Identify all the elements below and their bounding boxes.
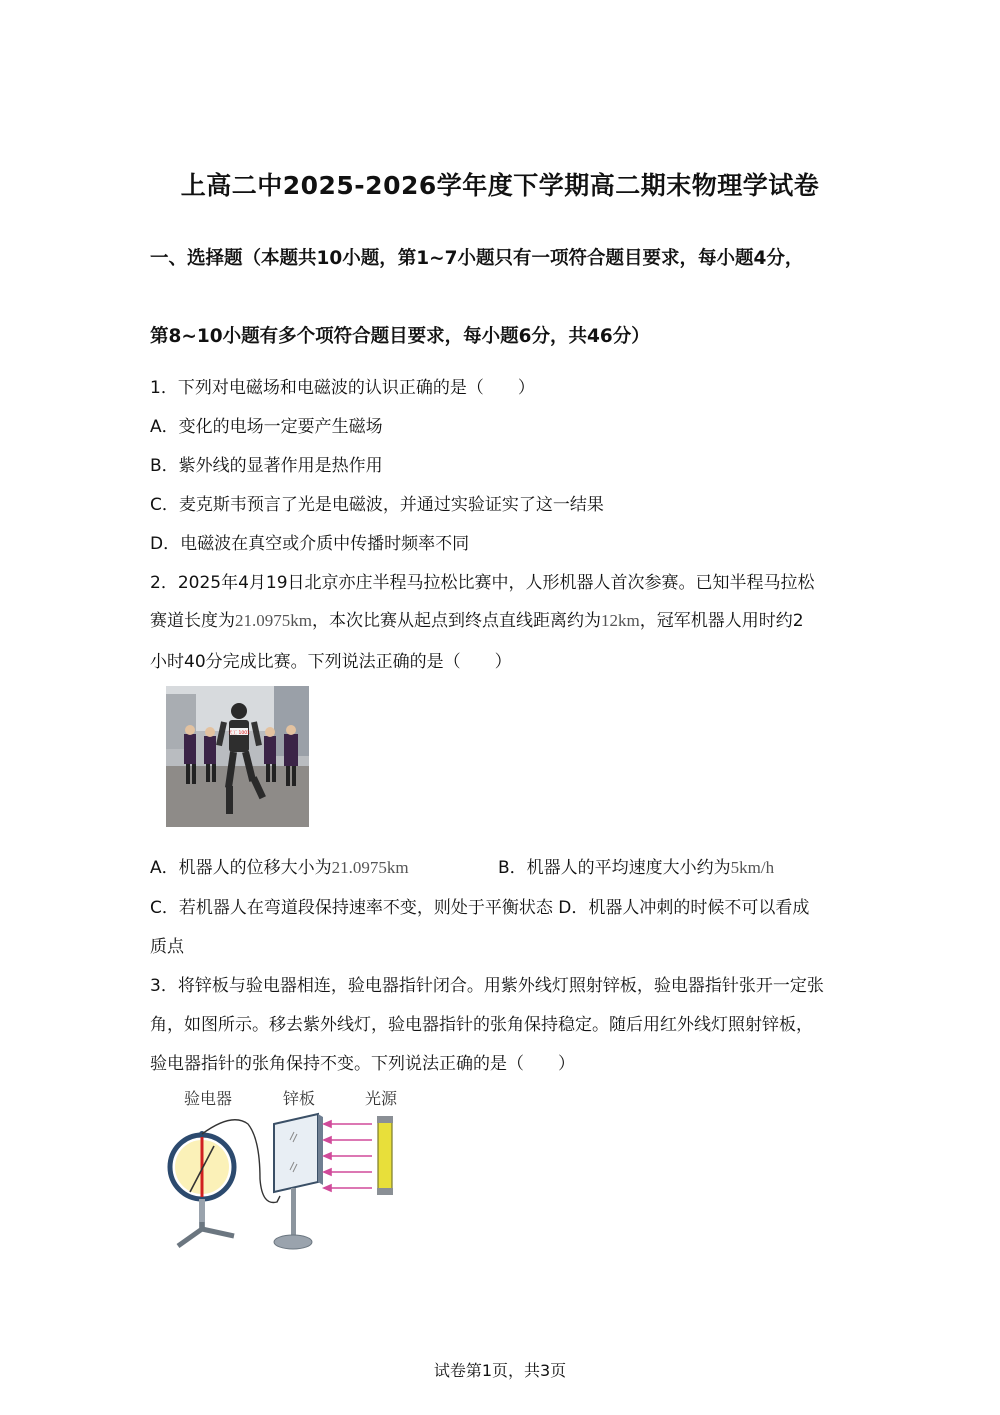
q2-track-length-math: 21.0975km <box>235 611 312 630</box>
q2-option-a-math: 21.0975km <box>331 858 409 877</box>
q2-option-a-text: A．机器人的位移大小为 <box>150 858 332 878</box>
q1-option-c: C．麦克斯韦预言了光是电磁波，并通过实验证实了这一结果 <box>150 495 604 515</box>
label-electroscope: 验电器 <box>184 1089 233 1108</box>
page-footer: 试卷第1页，共3页 <box>433 1361 567 1380</box>
q2-option-b-math: 5km/h <box>730 858 775 877</box>
section-heading-line1: 一、选择题（本题共10小题，第1~7小题只有一项符合题目要求，每小题4分， <box>150 248 804 269</box>
q1-option-d: D．电磁波在真空或介质中传播时频率不同 <box>150 534 470 554</box>
q2-option-b-text: B．机器人的平均速度大小约为 <box>498 858 731 878</box>
light-rays <box>324 1121 372 1191</box>
q2-stem-line1: 2．2025年4月19日北京亦庄半程马拉松比赛中，人形机器人首次参赛。已知半程马拉松 <box>150 573 815 593</box>
light-tube-icon <box>377 1116 393 1195</box>
q2-option-c-d: C．若机器人在弯道段保持速率不变，则处于平衡状态 D．机器人冲刺的时候不可以看成 <box>150 898 810 918</box>
q2-option-b <box>498 857 774 879</box>
q2-text: 赛道长度为 <box>150 611 235 631</box>
q3-stem-line3: 验电器指针的张角保持不变。下列说法正确的是（ ） <box>150 1054 575 1074</box>
robot-marathon-photo <box>166 686 309 827</box>
q2-text: ，本次比赛从起点到终点直线距离约为 <box>311 611 601 631</box>
label-zinc-plate: 锌板 <box>283 1089 316 1108</box>
q2-text: ，冠军机器人用时约2 <box>639 611 804 631</box>
q3-stem-line1: 3．将锌板与验电器相连，验电器指针闭合。用紫外线灯照射锌板，验电器指针张开一定张 <box>150 976 824 996</box>
q1-option-b: B．紫外线的显著作用是热作用 <box>150 456 383 476</box>
q2-option-d-cont: 质点 <box>150 937 184 957</box>
electroscope-diagram <box>162 1084 412 1262</box>
zinc-plate-icon <box>274 1114 323 1249</box>
q2-option-a <box>150 857 409 879</box>
q2-stem-line3: 小时40分完成比赛。下列说法正确的是（ ） <box>150 652 512 672</box>
robot-bib-text: 天工 1001 <box>228 731 250 736</box>
q3-stem-line2: 角，如图所示。移去紫外线灯，验电器指针的张角保持稳定。随后用红外线灯照射锌板， <box>150 1015 813 1035</box>
q1-option-a: A．变化的电场一定要产生磁场 <box>150 417 383 437</box>
label-light-source: 光源 <box>365 1089 398 1108</box>
q2-stem-line2 <box>150 610 804 632</box>
exam-title: 上高二中2025-2026学年度下学期高二期末物理学试卷 <box>180 171 820 200</box>
q1-stem: 1．下列对电磁场和电磁波的认识正确的是（ ） <box>150 378 535 398</box>
section-heading-line2: 第8~10小题有多个项符合题目要求，每小题6分，共46分） <box>150 326 650 347</box>
q2-distance-math: 12km <box>600 611 640 630</box>
electroscope-icon <box>170 1131 234 1246</box>
